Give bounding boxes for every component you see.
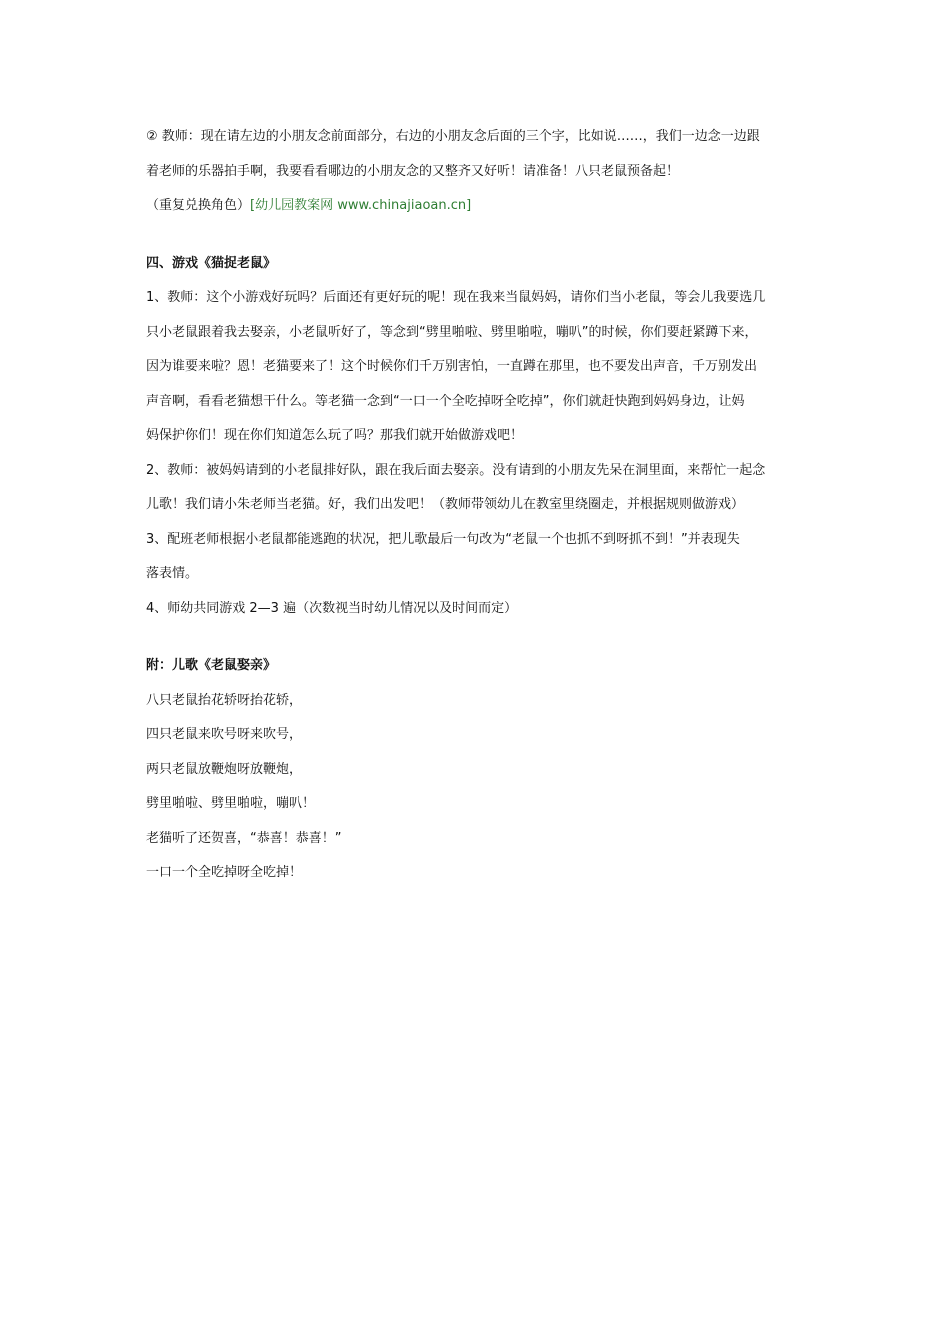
song-line: 老猫听了还贺喜，“恭喜！恭喜！”	[146, 830, 342, 846]
song-line: 两只老鼠放鞭炮呀放鞭炮，	[146, 761, 303, 777]
paragraph-line: 声音啊，看看老猫想干什么。等老猫一念到“一口一个全吃掉呀全吃掉”，你们就赶快跑到妈妈身边，让妈	[146, 393, 745, 409]
paragraph-line: 只小老鼠跟着我去娶亲，小老鼠听好了，等念到“劈里啪啦、劈里啪啦，嘣叭”的时候，你们要赶紧蹲下来，	[146, 324, 758, 340]
site-link[interactable]: [幼儿园教案网 www.chinajiaoan.cn]	[250, 198, 472, 213]
paragraph-line: 着老师的乐器拍手啊，我要看看哪边的小朋友念的又整齐又好听！请准备！八只老鼠预备起！	[146, 163, 680, 179]
spacer	[146, 626, 810, 649]
song-line: 一口一个全吃掉呀全吃掉！	[146, 865, 303, 880]
paragraph-line: 儿歌！我们请小朱老师当老猫。好，我们出发吧！（教师带领幼儿在教室里绕圈走，并根据规则做游戏）	[146, 497, 745, 512]
paragraph-line: 因为谁要来啦？恩！老猫要来了！这个时候你们千万别害怕，一直蹲在那里，也不要发出声音，千万别发出	[146, 359, 758, 374]
document-page	[146, 120, 810, 891]
spacer	[146, 224, 810, 247]
song-line: 八只老鼠抬花轿呀抬花轿，	[146, 692, 303, 708]
paragraph-line: 4、师幼共同游戏 2—3 遍（次数视当时幼儿情况以及时间而定）	[146, 600, 518, 616]
song-line: 四只老鼠来吹号呀来吹号，	[146, 727, 303, 742]
song-line: 劈里啪啦、劈里啪啦，嘣叭！	[146, 796, 316, 811]
paragraph-line: ② 教师：现在请左边的小朋友念前面部分，右边的小朋友念后面的三个字，比如说……，我们一边念一边跟	[146, 129, 760, 144]
paragraph-line: 落表情。	[146, 566, 199, 581]
section-heading-game: 四、游戏《猫捉老鼠》	[146, 255, 277, 271]
paragraph-line: 2、教师：被妈妈请到的小老鼠排好队，跟在我后面去娶亲。没有请到的小朋友先呆在洞里面，来帮忙一起念	[146, 462, 766, 478]
paragraph-line: 3、配班老师根据小老鼠都能逃跑的状况，把儿歌最后一句改为“老鼠一个也抓不到呀抓不到！”并表现失	[146, 531, 740, 547]
paragraph-line: 妈保护你们！现在你们知道怎么玩了吗？那我们就开始做游戏吧！	[146, 428, 524, 443]
section-heading-appendix: 附：儿歌《老鼠娶亲》	[146, 658, 277, 673]
paragraph-line: 1、教师：这个小游戏好玩吗？后面还有更好玩的呢！现在我来当鼠妈妈，请你们当小老鼠，等会儿我要选几	[146, 290, 766, 305]
paragraph-line	[146, 189, 810, 224]
repeat-note: （重复兑换角色）	[146, 198, 251, 213]
